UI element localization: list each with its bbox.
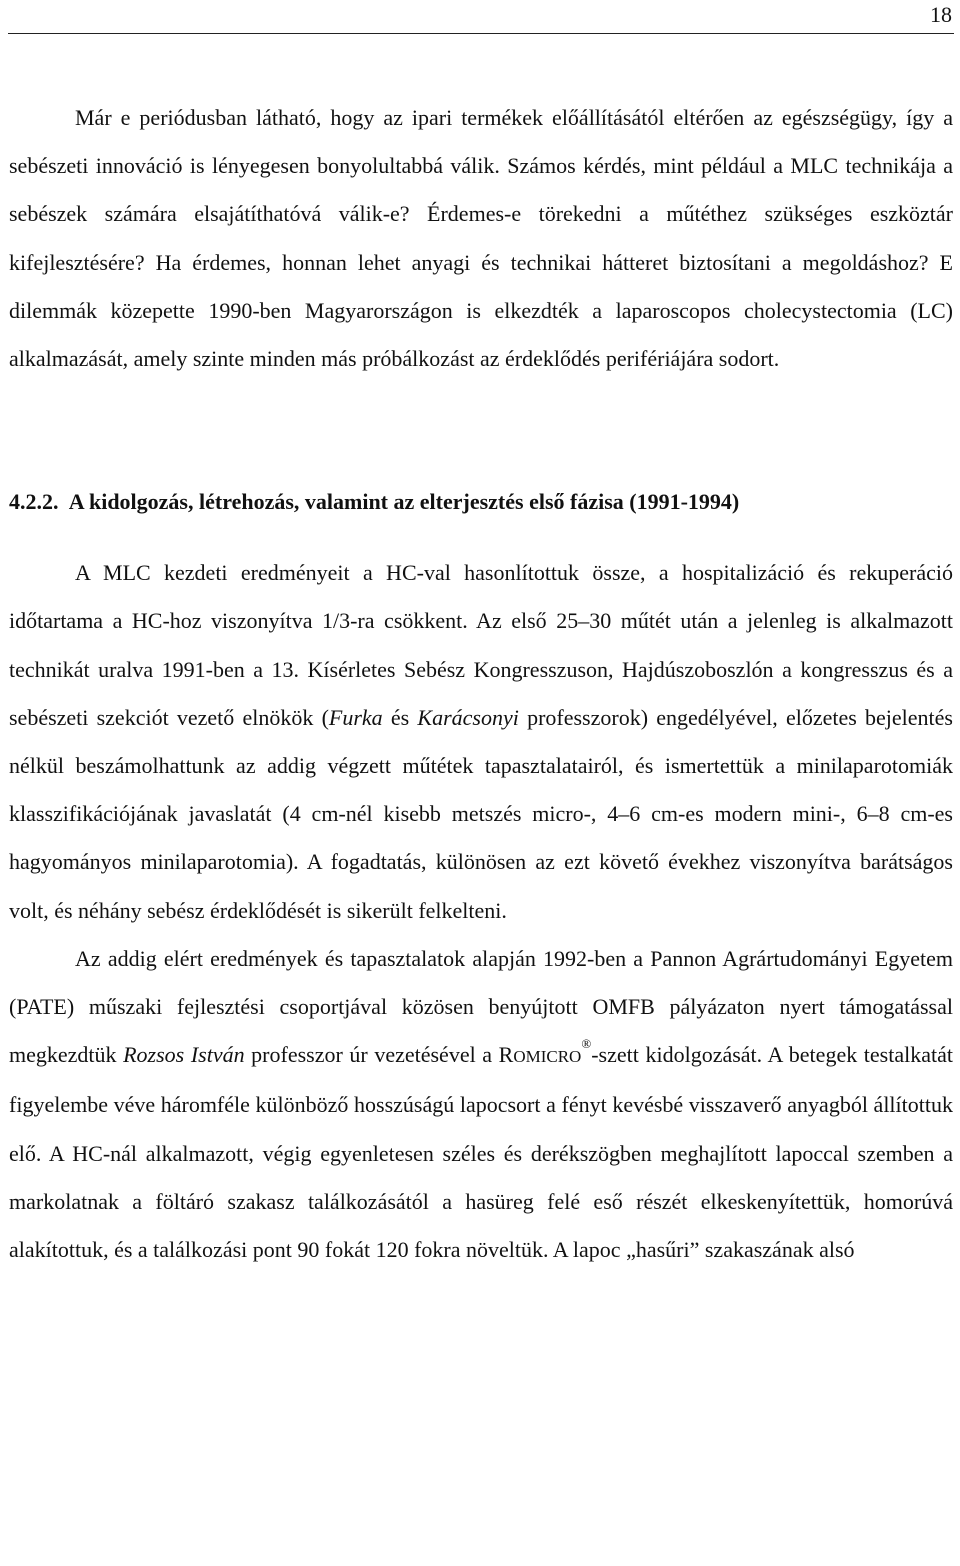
header-rule <box>8 33 954 34</box>
paragraph-3 <box>9 935 953 1274</box>
brand-rest: OMICRO <box>513 1047 582 1067</box>
paragraph-3-text-a: Az addig elért eredmények és tapasztalatok alapján 1992-ben a Pannon Agrártudományi Egyetem (PATE) műszaki fejlesztési csoportjával közösen benyújtott OMFB pályázaton nyert támogatással megkezdtük <box>9 945 953 1068</box>
paragraph-2-text-b: és <box>382 704 418 730</box>
person-name-furka: Furka <box>328 704 383 730</box>
person-name-karacsonyi: Karácsonyi <box>417 704 519 730</box>
section-title: A kidolgozás, létrehozás, valamint az elterjesztés első fázisa (1991-1994) <box>68 489 740 515</box>
paragraph-3-text-b: professzor úr vezetésével a <box>244 1042 499 1068</box>
person-name-rozsos: Rozsos István <box>123 1042 245 1068</box>
brand-initial: R <box>498 1042 514 1068</box>
registered-mark: ® <box>581 1036 592 1052</box>
document-body <box>9 94 953 1274</box>
paragraph-2-text-c: professzorok) engedélyével, előzetes bejelentés nélkül beszámolhattunk az addig végzett műtétek tapasztalatairól, és ismertettük a minilaparotomiák klasszifikációjának javaslatát (4 cm-nél kisebb metszés micro-, 4–6 cm-es modern mini-, 6–8 cm-es hagyományos minilaparotomia). A fogadtatás, különösen az ezt követő évekhez viszonyítva barátságos volt, és néhány sebész érdeklődését is sikerült felkelteni. <box>9 704 953 923</box>
section-heading <box>9 478 953 526</box>
paragraph-1: Már e periódusban látható, hogy az ipari termékek előállításától eltérően az egészségügy, így a sebészeti innováció is lényegesen bonyolultabbá válik. Számos kérdés, mint például a MLC technikája a sebészek számára elsajátíthatóvá válik-e? Érdemes-e törekedni a műtéthez szükséges eszköztár kifejlesztésére? Ha érdemes, honnan lehet anyagi és technikai hátteret biztosítani a megoldáshoz? E dilemmák közepette 1990-ben Magyarországon is elkezdték a laparoscopos cholecystectomia (LC) alkalmazását, amely szinte minden más próbálkozást az érdeklődés perifériájára sodort. <box>9 105 953 372</box>
paragraph-3-text-c: -szett kidolgozását. A betegek testalkatát figyelembe véve háromféle különböző hosszúságú lapocsort a fényt kevésbé visszaverő anyagból állítottuk elő. A HC-nál alkalmazott, végig egyenletesen széles és derékszögben meghajlított lapoccal szemben a markolatnak a föltáró szakasz találkozásától a hasüreg felé eső részét elkeskenyítettük, homorúvá alakítottuk, és a találkozási pont 90 fokát 120 fokra növeltük. A lapoc „hasűri” szakaszának alsó <box>9 1042 953 1263</box>
paragraph-2-text-a: A MLC kezdeti eredményeit a HC-val hasonlítottuk össze, a hospitalizáció és rekuperáció időtartama a HC-hoz viszonyítva 1/3-ra csökkent. Az első 25–30 műtét után a jelenleg is alkalmazott technikát uralva 1991-ben a 13. Kísérletes Sebész Kongresszuson, Hajdúszoboszlón a kongresszus és a sebészeti szekciót vezető elnökök ( <box>9 560 953 730</box>
paragraph-2 <box>9 549 953 935</box>
section-number: 4.2.2. <box>9 489 59 515</box>
page-number: 18 <box>930 2 952 27</box>
